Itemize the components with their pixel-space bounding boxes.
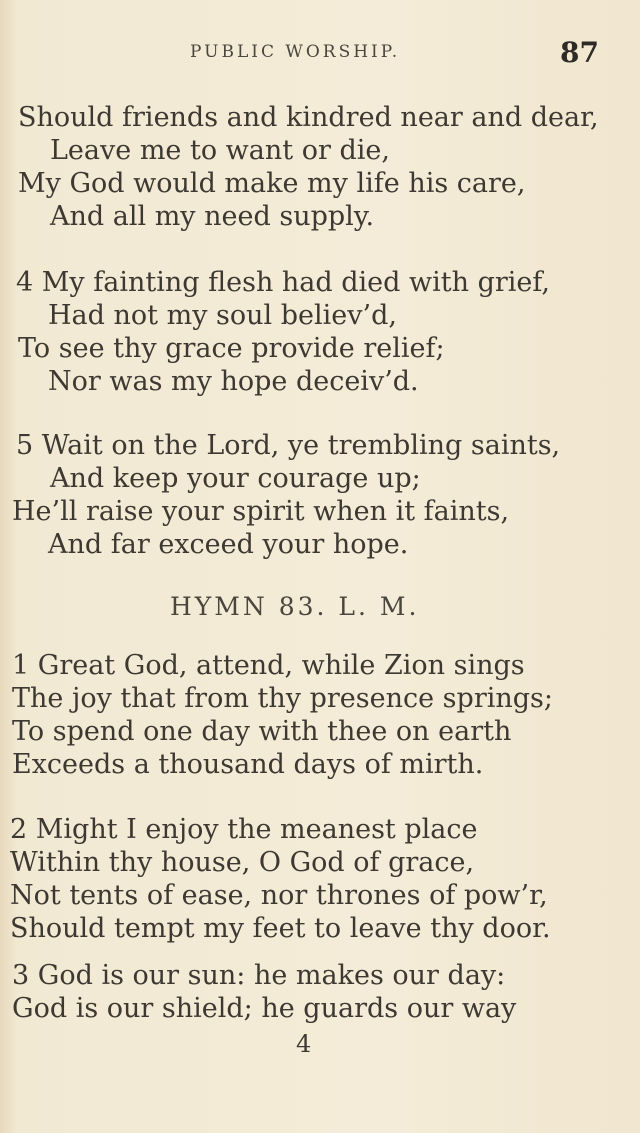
verse-line: To see thy grace provide relief; xyxy=(18,333,445,364)
verse-line: He’ll raise your spirit when it faints, xyxy=(12,496,510,527)
verse-line: To spend one day with thee on earth xyxy=(12,716,512,747)
signature-mark: 4 xyxy=(296,1030,312,1058)
verse-line: Within thy house, O God of grace, xyxy=(10,847,475,878)
verse-line: 4 My fainting flesh had died with grief, xyxy=(16,267,551,298)
hymn-title: HYMN 83. L. M. xyxy=(170,592,420,621)
verse-line: And far exceed your hope. xyxy=(48,529,409,560)
verse-line: 2 Might I enjoy the meanest place xyxy=(10,814,478,845)
verse-line: The joy that from thy presence springs; xyxy=(12,683,553,714)
verse-line: 3 God is our sun: he makes our day: xyxy=(12,960,506,991)
verse-line: And keep your courage up; xyxy=(50,463,421,494)
verse-line: My God would make my life his care, xyxy=(18,168,526,199)
verse-line: Leave me to want or die, xyxy=(50,135,390,166)
verse-line: Nor was my hope deceiv’d. xyxy=(48,366,419,397)
verse-line: God is our shield; he guards our way xyxy=(12,993,517,1024)
verse-line: Should tempt my feet to leave thy door. xyxy=(10,913,551,944)
verse-line: 1 Great God, attend, while Zion sings xyxy=(12,650,525,681)
page-number: 87 xyxy=(560,36,599,69)
verse-line: And all my need supply. xyxy=(50,201,375,232)
verse-line: Should friends and kindred near and dear, xyxy=(18,102,599,133)
verse-line: Had not my soul believ’d, xyxy=(48,300,397,331)
verse-line: Not tents of ease, nor thrones of pow’r, xyxy=(10,880,548,911)
verse-line: 5 Wait on the Lord, ye trembling saints, xyxy=(16,430,561,461)
page-header xyxy=(0,36,640,72)
verse-line: Exceeds a thousand days of mirth. xyxy=(12,749,484,780)
running-title: PUBLIC WORSHIP. xyxy=(190,42,401,62)
